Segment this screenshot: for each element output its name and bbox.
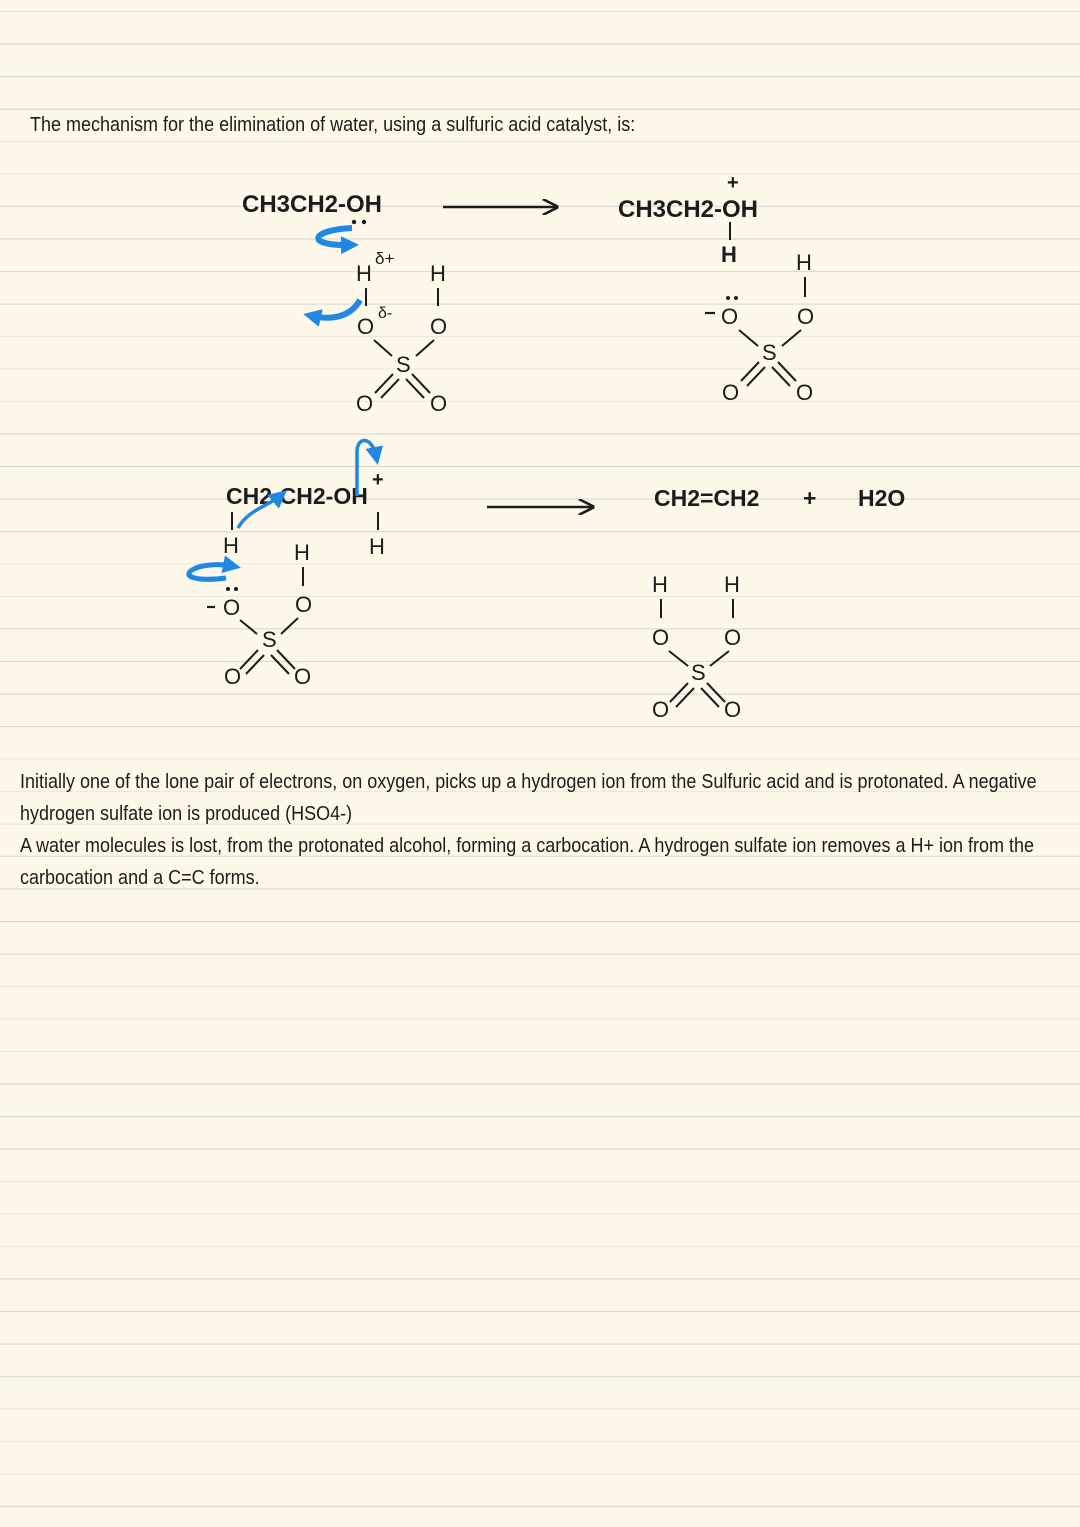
explanation-paragraph-1: Initially one of the lone pair of electrons, on oxygen, picks up a hydrogen ion from the Sulfuric acid and is protonated. A negative hydrogen sulfate ion is produced (HSO4-): [20, 771, 1037, 825]
step2-hso4-o-left: O: [223, 595, 241, 620]
explanation: [20, 766, 1037, 894]
step2-h-left: H: [223, 533, 239, 558]
acid-s: S: [396, 352, 411, 377]
step2-hso4-h: H: [294, 540, 310, 565]
step2-charge: +: [372, 469, 384, 491]
step2-products: [654, 485, 905, 511]
delta-plus: δ+: [375, 249, 395, 268]
hso4-o-bottom-left: O: [722, 380, 740, 405]
step2-hso4-s: S: [262, 627, 277, 652]
curly-arrow-bond-break: [312, 300, 360, 318]
step1-hydrogen-sulfate: [705, 250, 814, 405]
products-plus: +: [803, 485, 817, 511]
explanation-paragraph-2: A water molecules is lost, from the protonated alcohol, forming a carbocation. A hydrogen sulfate ion removes a H+ ion from the carbocation and a C=C forms.: [20, 835, 1035, 889]
regen-o-right: O: [724, 625, 742, 650]
regen-o-bottom-right: O: [724, 697, 742, 722]
hso4-o-left: O: [721, 304, 739, 329]
step2-hso4-o-bottom-right: O: [294, 664, 312, 689]
oxonium-charge: +: [727, 172, 739, 194]
step1-protonated-alcohol: [618, 172, 758, 267]
step2-reactant-formula: CH2-CH2-OH: [226, 483, 368, 509]
step1-reactant-formula: CH3CH2-OH: [242, 191, 383, 218]
acid-h-right: H: [430, 261, 446, 286]
step1-product-formula: CH3CH2-OH: [618, 196, 759, 223]
acid-o-right: O: [430, 314, 448, 339]
delta-minus: δ-: [378, 305, 393, 322]
acid-o-bottom-left: O: [356, 391, 374, 416]
acid-o-bottom-right: O: [430, 391, 448, 416]
water-formula: H2O: [858, 485, 906, 511]
step1-ethanol: [242, 191, 382, 224]
step1-sulfuric-acid: [356, 249, 447, 416]
intro-text: The mechanism for the elimination of water, using a sulfuric acid catalyst, is:: [30, 114, 636, 136]
curly-arrow-deprotonation: [189, 565, 232, 580]
ethene-formula: CH2=CH2: [654, 485, 760, 511]
oxonium-h: H: [721, 242, 737, 267]
regen-h-left: H: [652, 572, 668, 597]
hso4-s: S: [762, 340, 777, 365]
acid-h-left: H: [356, 261, 372, 286]
hso4-o-right: O: [797, 304, 815, 329]
step2-sulfuric-acid-regenerated: [652, 572, 741, 722]
mechanism-diagram: [0, 0, 1080, 760]
regen-o-left: O: [652, 625, 670, 650]
regen-s: S: [691, 660, 706, 685]
step2-hso4-o-right: O: [295, 592, 313, 617]
hso4-o-bottom-right: O: [796, 380, 814, 405]
acid-o-left: O: [357, 314, 375, 339]
step2-h-oxygen: H: [369, 534, 385, 559]
regen-h-right: H: [724, 572, 740, 597]
curly-arrow-lone-pair: [318, 228, 352, 245]
hso4-h: H: [796, 250, 812, 275]
regen-o-bottom-left: O: [652, 697, 670, 722]
step2-hso4-o-bottom-left: O: [224, 664, 242, 689]
